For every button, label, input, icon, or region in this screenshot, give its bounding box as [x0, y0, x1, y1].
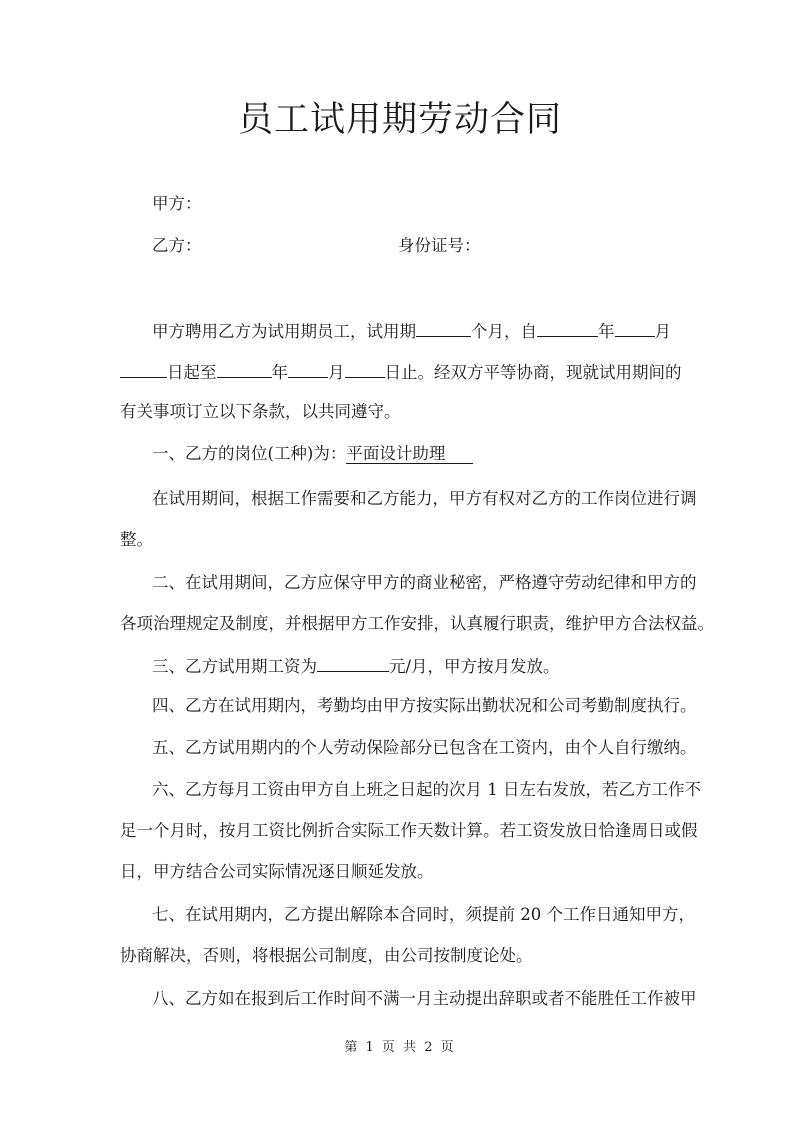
clause-1	[152, 442, 473, 466]
intro-line-3: 有关事项订立以下条款，以共同遵守。	[120, 402, 401, 421]
blank-months	[416, 318, 471, 337]
intro-line-1	[152, 318, 671, 344]
party-a-label: 甲方：	[152, 194, 202, 213]
blank-end-month	[288, 359, 328, 378]
clause-6-line-2: 足一个月时，按月工资比例折合实际工作天数计算。若工资发放日恰逢周日或假	[120, 821, 698, 840]
clause-2-line-2: 各项治理规定及制度，并根据甲方工作安排，认真履行职责，维护甲方合法权益。	[120, 614, 714, 633]
id-number-label: 身份证号：	[398, 236, 481, 255]
clause-4: 四、乙方在试用期内，考勤均由甲方按实际出勤状况和公司考勤制度执行。	[152, 696, 697, 715]
clause-2-line-1: 二、在试用期间，乙方应保守甲方的商业秘密，严格遵守劳动纪律和甲方的	[152, 573, 697, 592]
blank-end-year	[217, 359, 272, 378]
clause-7-line-2: 协商解决，否则，将根据公司制度，由公司按制度论处。	[120, 946, 533, 965]
document-title: 员工试用期劳动合同	[237, 100, 562, 140]
blank-start-day	[120, 359, 167, 378]
intro-text: 年	[271, 363, 288, 382]
clause-8-line-1: 八、乙方如在报到后工作时间不满一月主动提出辞职或者不能胜任工作被甲	[152, 989, 697, 1008]
intro-text: 年	[598, 322, 615, 341]
clause-1-detail-line-1: 在试用期间，根据工作需要和乙方能力，甲方有权对乙方的工作岗位进行调	[152, 489, 697, 508]
intro-text: 月	[328, 363, 345, 382]
blank-salary	[317, 653, 389, 672]
intro-text: 月	[654, 322, 671, 341]
clause-5: 五、乙方试用期内的个人劳动保险部分已包含在工资内，由个人自行缴纳。	[152, 738, 697, 757]
clause-1-prefix: 一、乙方的岗位(工种)为：	[152, 444, 347, 463]
blank-start-month	[615, 318, 655, 337]
clause-3	[152, 653, 560, 679]
clause-7-line-1: 七、在试用期内，乙方提出解除本合同时，须提前 20 个工作日通知甲方，	[152, 905, 695, 924]
clause-3-text: 元/月，甲方按月发放。	[389, 657, 560, 676]
intro-text: 日止。经双方平等协商，现就试用期间的	[384, 363, 682, 382]
clause-1-detail-line-2: 整。	[120, 530, 153, 549]
blank-end-day	[345, 359, 385, 378]
party-b-label: 乙方：	[152, 236, 202, 255]
clause-6-line-3: 日，甲方结合公司实际情况逐日顺延发放。	[120, 862, 434, 881]
intro-text: 甲方聘用乙方为试用期员工，试用期	[152, 322, 416, 341]
page-number-footer: 第 1 页 共 2 页	[344, 1040, 456, 1055]
clause-3-text: 三、乙方试用期工资为	[152, 657, 317, 676]
intro-text: 个月，自	[471, 322, 537, 341]
intro-text: 日起至	[167, 363, 217, 382]
position-value: 平面设计助理	[346, 444, 473, 464]
blank-start-year	[537, 318, 598, 337]
intro-line-2	[120, 359, 682, 385]
clause-6-line-1: 六、乙方每月工资由甲方自上班之日起的次月 1 日左右发放，若乙方工作不	[152, 780, 701, 799]
